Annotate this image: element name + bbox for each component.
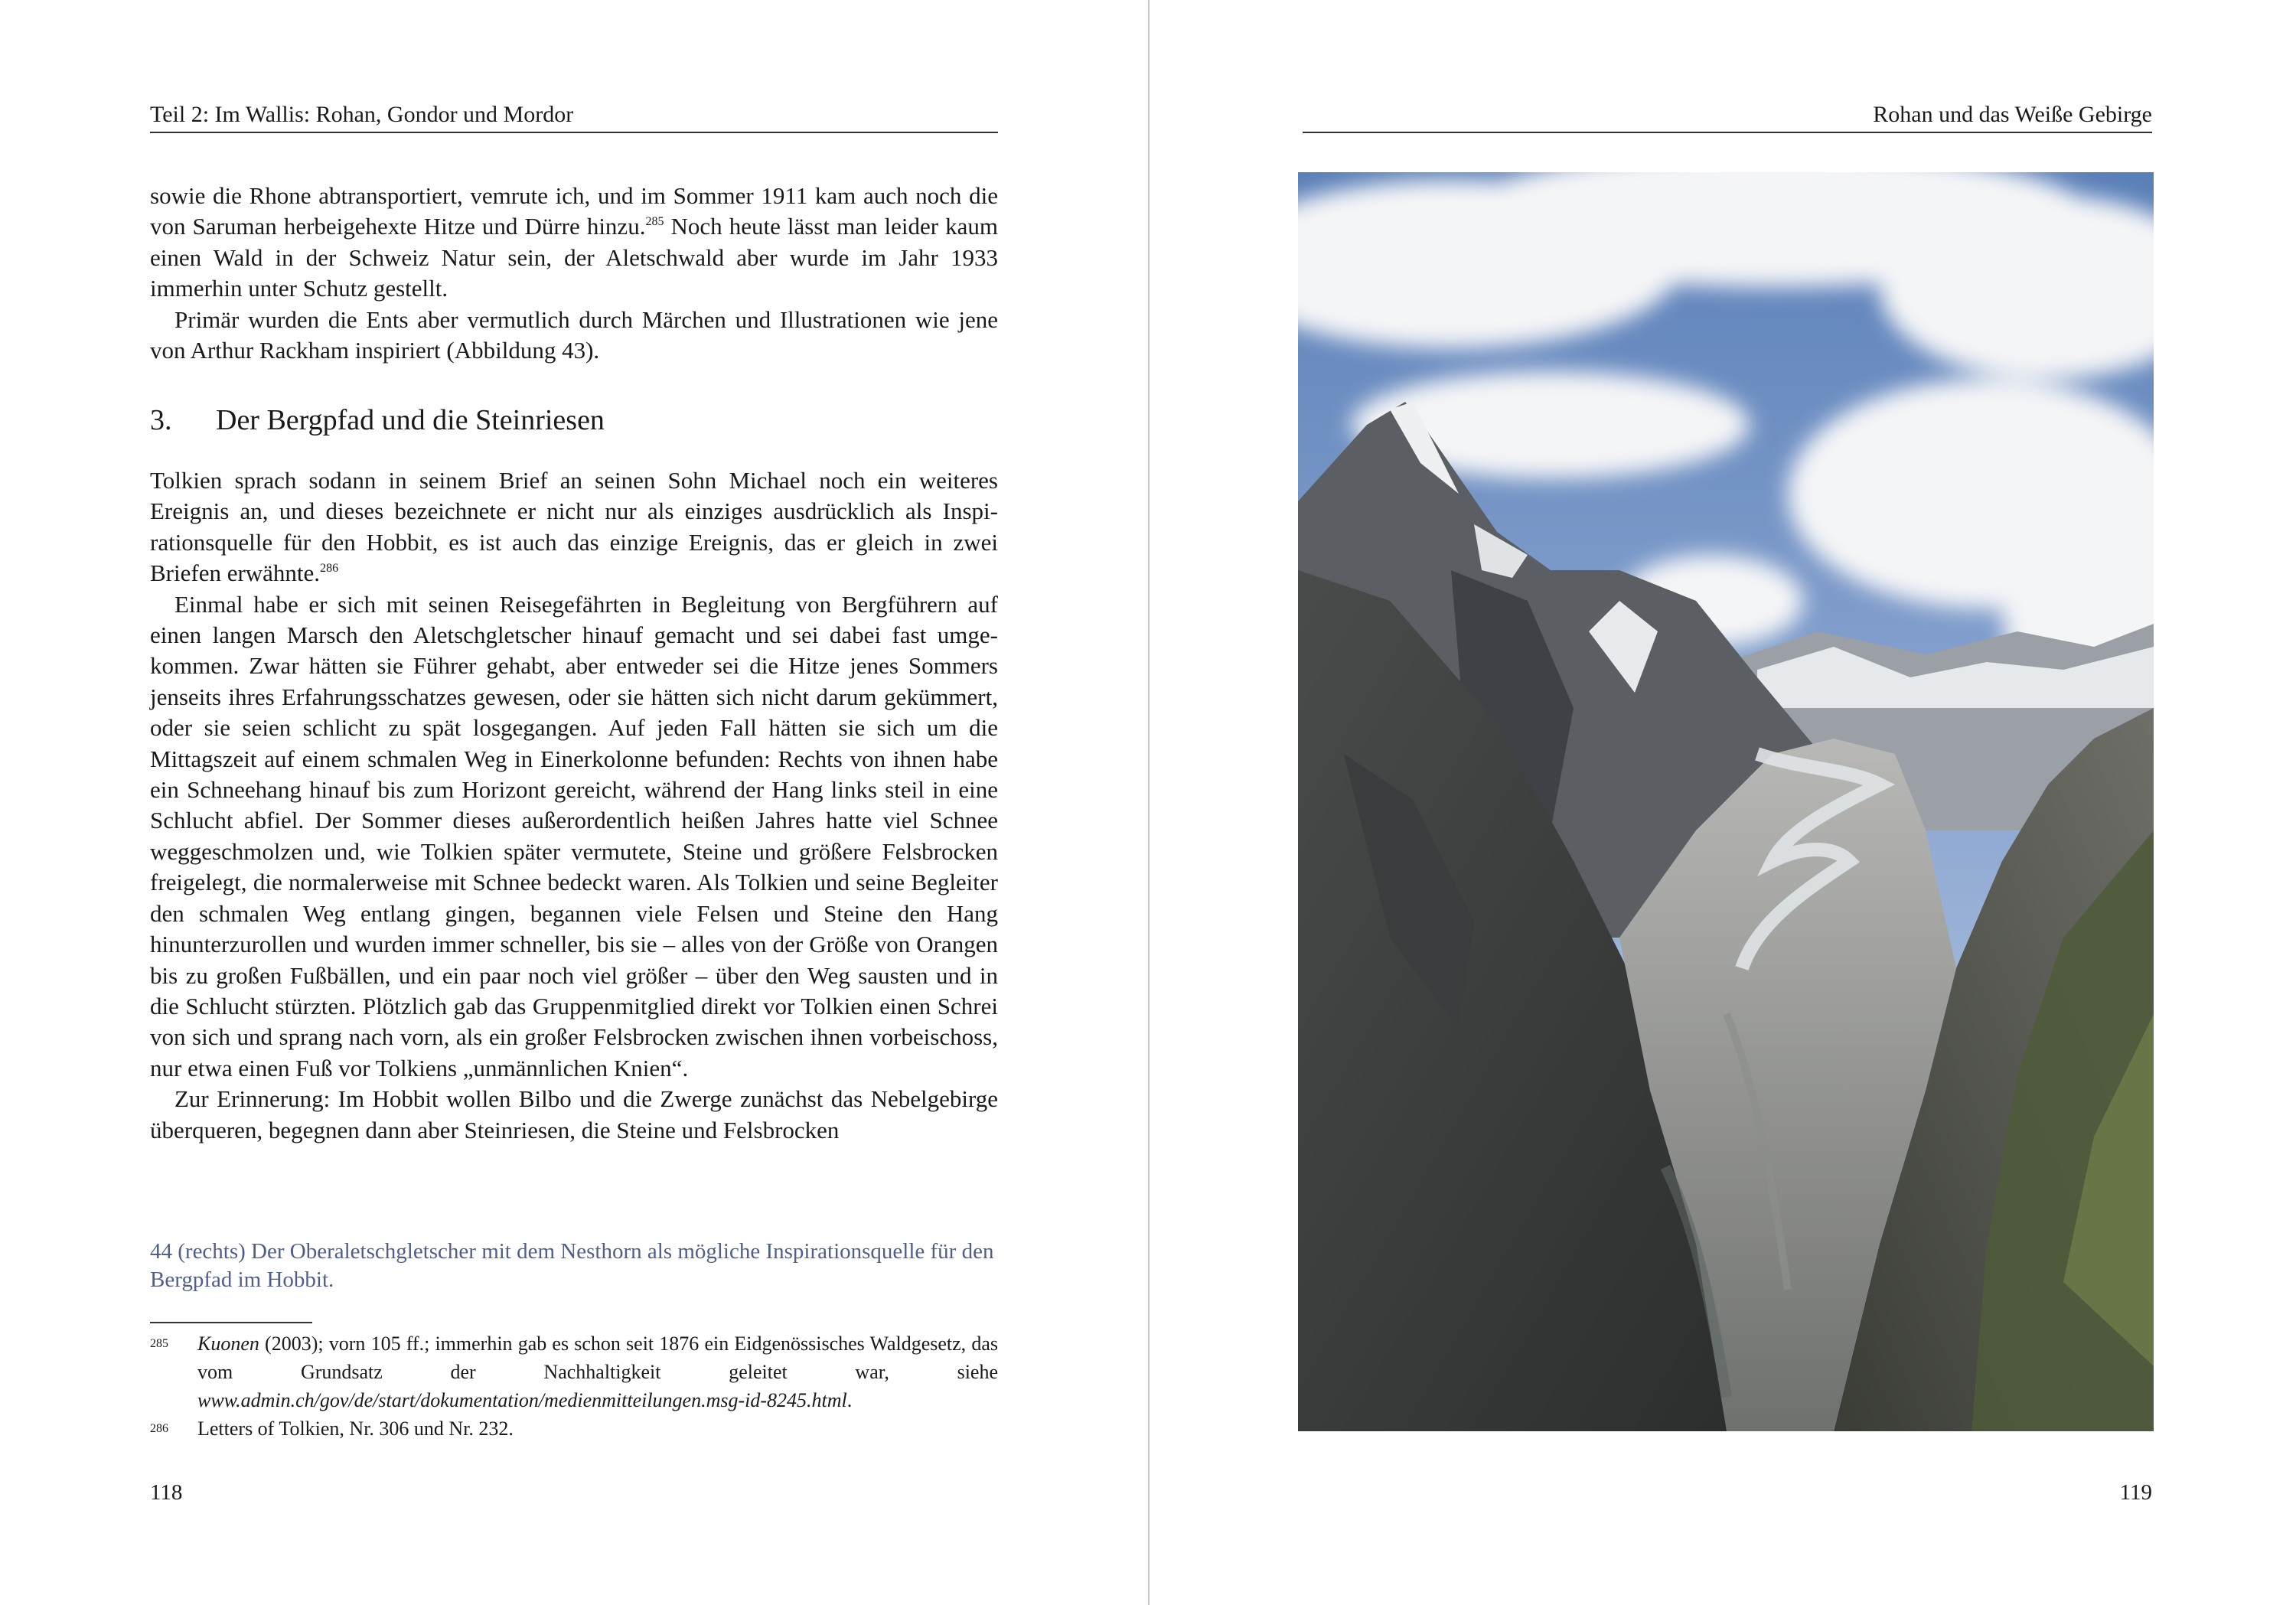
footnotes — [150, 1329, 998, 1443]
footnote-ref[interactable]: 285 — [645, 215, 664, 229]
page-number-right: 119 — [2119, 1480, 2152, 1505]
figure-caption: 44 (rechts) Der Oberaletschgletscher mit dem Nesthorn als mögliche Inspirationsquelle für den Bergpfad im Hobbit. — [150, 1239, 994, 1292]
body-text-top — [150, 181, 998, 366]
footnote: 286 Letters of Tolkien, Nr. 306 und Nr. 232. — [150, 1414, 998, 1443]
paragraph: Zur Erinnerung: Im Hobbit wollen Bilbo und die Zwerge zunächst das Nebelgebirge überqueren, begegnen dann aber Steinriesen, die Steine und Felsbrocken — [150, 1085, 998, 1143]
footnote-rule — [150, 1322, 312, 1323]
footnote-link[interactable]: www.admin.ch/gov/de/start/dokumentation/medienmitteilungen.msg-id-8245.html — [197, 1389, 847, 1411]
paragraph: Einmal habe er sich mit seinen Reisegefährten in Begleitung von Bergführern auf einen langen Marsch den Aletschgletscher hinauf gemacht und sei dabei fast umgekommen. Zwar hätten sie Führer gehabt, aber entweder sei die Hitze jenes Sommers jenseits ihres Erfahrungsschatzes gewesen, oder sie hätten sich nicht darum gekümmert, oder sie seien schlicht zu spät losgegangen. Auf jeden Fall hätten sie sich um die Mittagszeit auf einem schmalen Weg in Einerkolonne befunden: Rechts von ihnen habe ein Schneehang hinauf bis zum Horizont gereicht, während der Hang links steil in eine Schlucht abfiel. Der Sommer dieses außerordentlich heißen Jahres hatte viel Schnee weggeschmolzen und, wie Tolkien später vermutete, Steine und größere Felsbrocken freigelegt, die normalerweise mit Schnee bedeckt waren. Als Tolkien und seine Begleiter den schmalen Weg entlang gingen, begannen viele Felsen und Steine den Hang hinunterzurollen und wurden immer schneller, bis sie – alles von der Größe von Orangen bis zu großen Fußbällen, und ein paar noch viel größer – über den Weg sausten und in die Schlucht stürzten. Plötzlich gab das Gruppenmitglied direkt vor Tolkien einen Schrei von sich und sprang nach vorn, als ein großer Felsbrocken zwischen ihnen vorbeischoss, nur etwa einen Fuß vor Tolkiens „unmännlichen Knien“. — [150, 590, 998, 1081]
footnote-mark: 285 — [150, 1337, 168, 1350]
footnote-ref[interactable]: 286 — [320, 562, 339, 576]
page-number-left: 118 — [150, 1480, 183, 1505]
right-page — [1150, 0, 2296, 1605]
footnote-mark: 286 — [150, 1422, 168, 1435]
running-head-left: Teil 2: Im Wallis: Rohan, Gondor und Mordor — [150, 98, 998, 133]
paragraph: Tolkien sprach sodann in seinem Brief an seinen Sohn Michael noch ein weiteres Ereignis an, und dieses bezeichnete er nicht nur als einziges ausdrücklich als Inspirationsquelle für den Hobbit, es ist auch das einzige Ereignis, das er gleich in zwei Briefen erwähnte.$^{286}$ — [150, 467, 998, 587]
body-text-section — [150, 465, 998, 1146]
footnote: 285 Kuonen (2003); vorn 105 ff.; immerhin gab es schon seit 1876 ein Eidgenössisches Waldgesetz, das vom Grundsatz der Nachhaltigkeit geleitet war, siehe www.admin.ch/gov/de/start/dokumentation/medienmitteilungen.msg-id-8245.html. — [150, 1329, 998, 1414]
section-number: 3. — [150, 404, 172, 436]
paragraph: Primär wurden die Ents aber vermutlich durch Märchen und Illustrationen wie jene von Arthur Rackham inspiriert (Abbildung 43). — [150, 305, 998, 364]
running-head-right: Rohan und das Weiße Gebirge — [1303, 98, 2152, 133]
glacier-photo — [1298, 172, 2154, 1431]
paragraph: sowie die Rhone abtransportiert, vemrute ich, und im Sommer 1911 kam auch noch die von Saruman herbeigehexte Hitze und Dürre hinzu.$^{285}$ Noch heute lässt man leider kaum einen Wald in der Schweiz Natur sein, der Aletschwald aber wurde im Jahr 1933 immerhin unter Schutz gestellt. — [150, 182, 999, 302]
section-heading — [150, 400, 998, 440]
section-title: Der Bergpfad und die Steinriesen — [216, 404, 605, 436]
glacier-photo-illustration — [1298, 172, 2154, 1431]
